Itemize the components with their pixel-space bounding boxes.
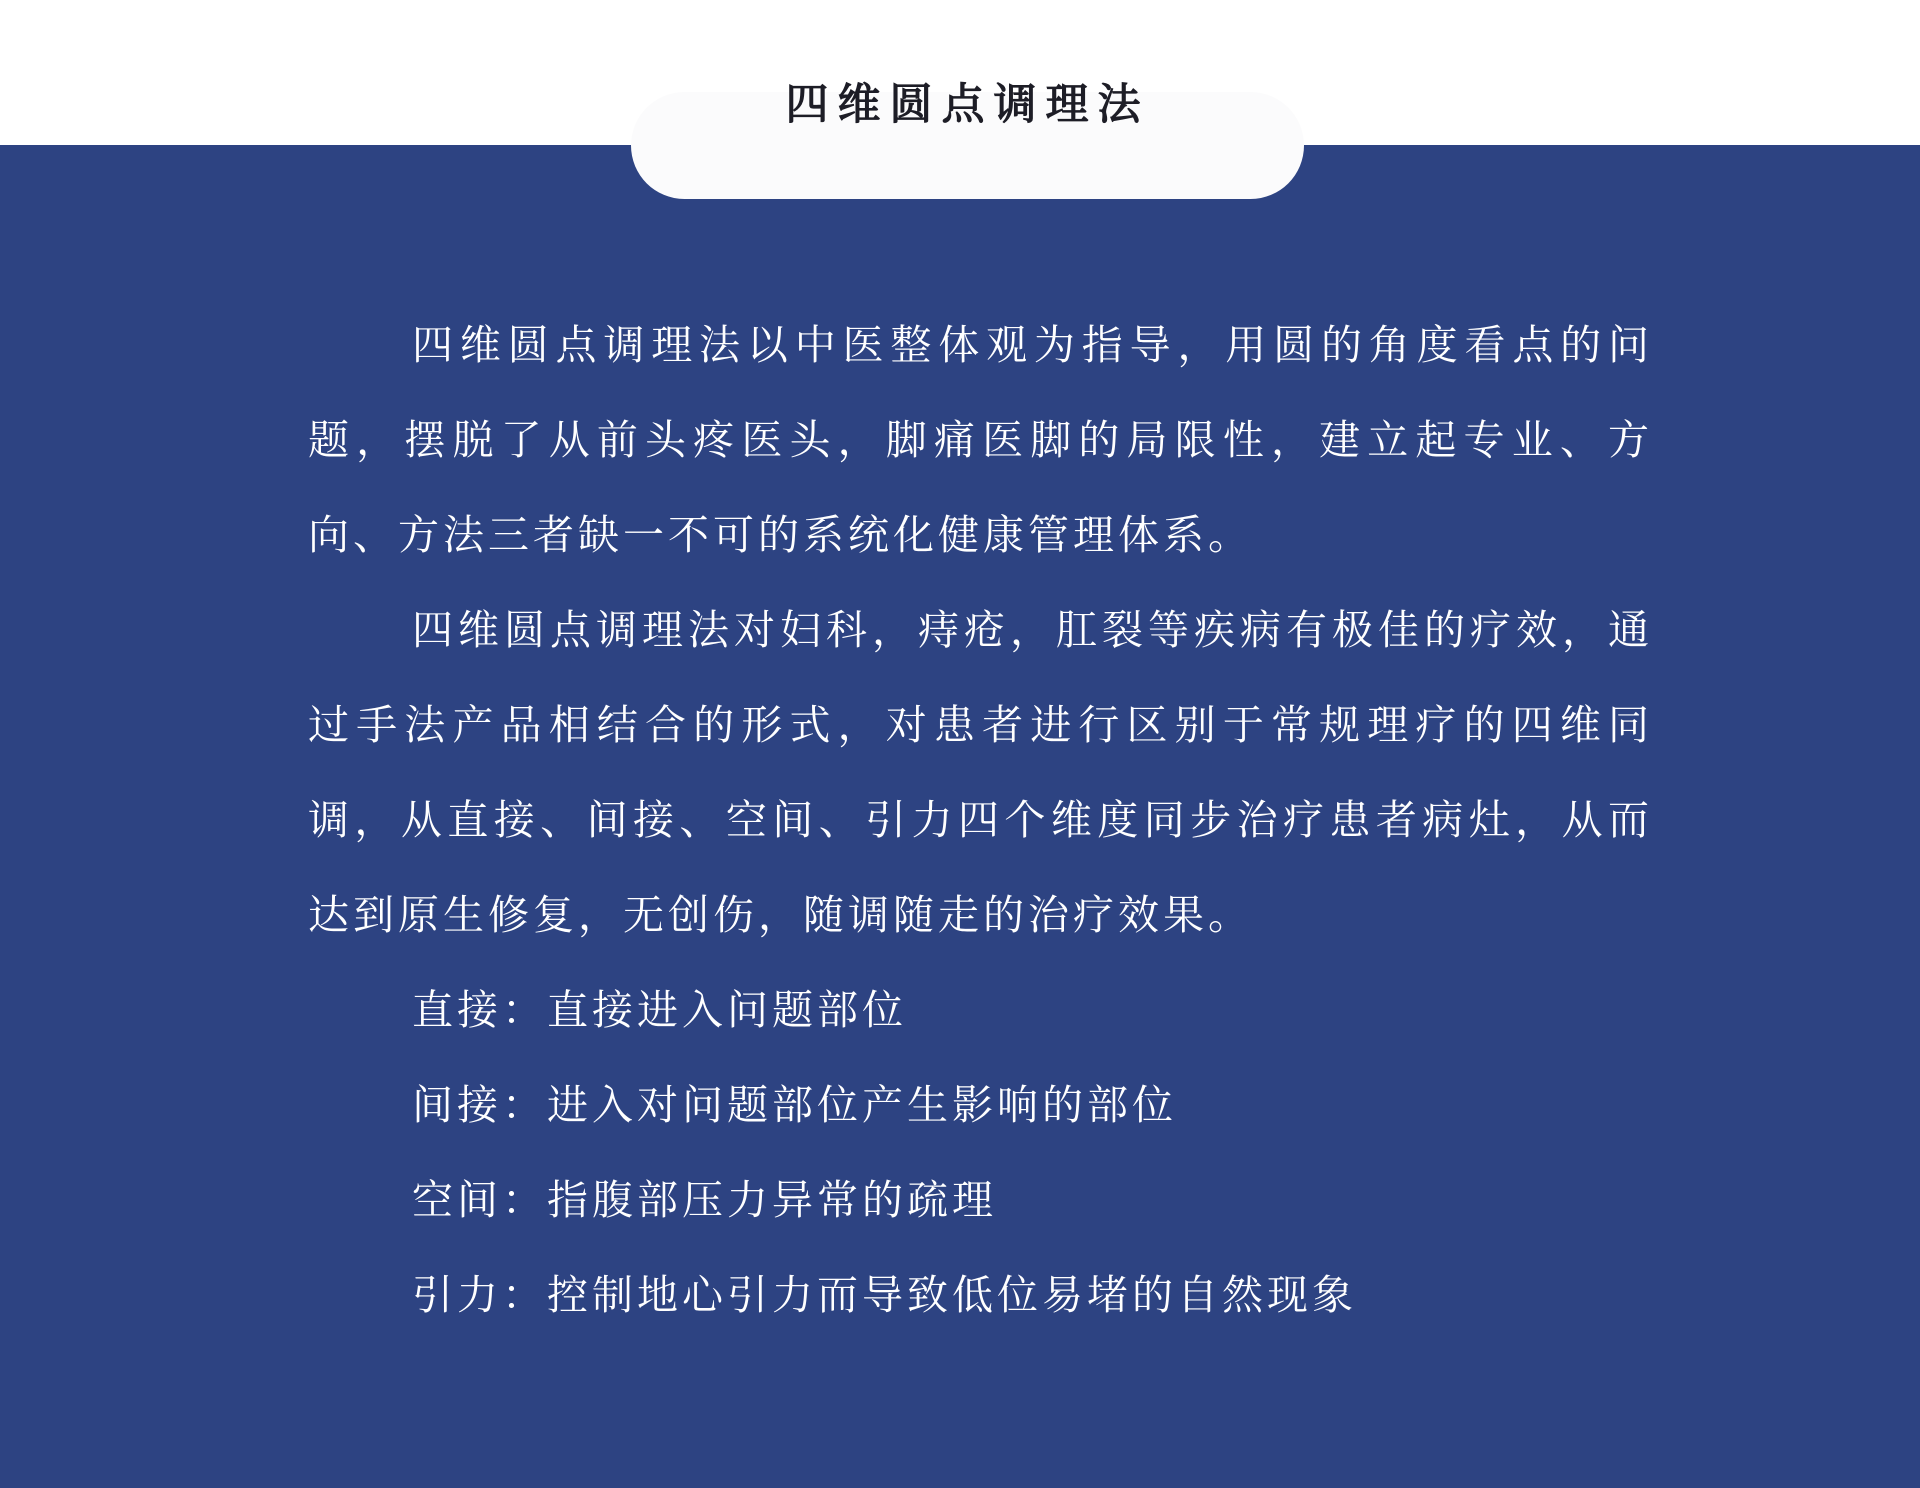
intro-paragraph: 四维圆点调理法以中医整体观为指导，用圆的角度看点的问题，摆脱了从前头疼医头，脚痛医脚的局限性，建立起专业、方向、方法三者缺一不可的系统化健康管理体系。 (308, 321, 1653, 559)
efficacy-paragraph: 四维圆点调理法对妇科，痔疮，肛裂等疾病有极佳的疗效，通过手法产品相结合的形式，对患者进行区别于常规理疗的四维同调，从直接、间接、空间、引力四个维度同步治疗患者病灶，从而达到原生修复，无创伤，随调随走的治疗效果。 (308, 606, 1653, 939)
definition-gravity: 引力：控制地心引力而导致低位易堵的自然现象 (412, 1271, 1357, 1319)
content-area (308, 298, 1653, 1343)
page-title: 四维圆点调理法 (785, 80, 1150, 130)
definition-direct: 直接：直接进入问题部位 (412, 986, 907, 1034)
definition-indirect: 间接：进入对问题部位产生影响的部位 (412, 1081, 1177, 1129)
definition-space: 空间：指腹部压力异常的疏理 (412, 1176, 997, 1224)
